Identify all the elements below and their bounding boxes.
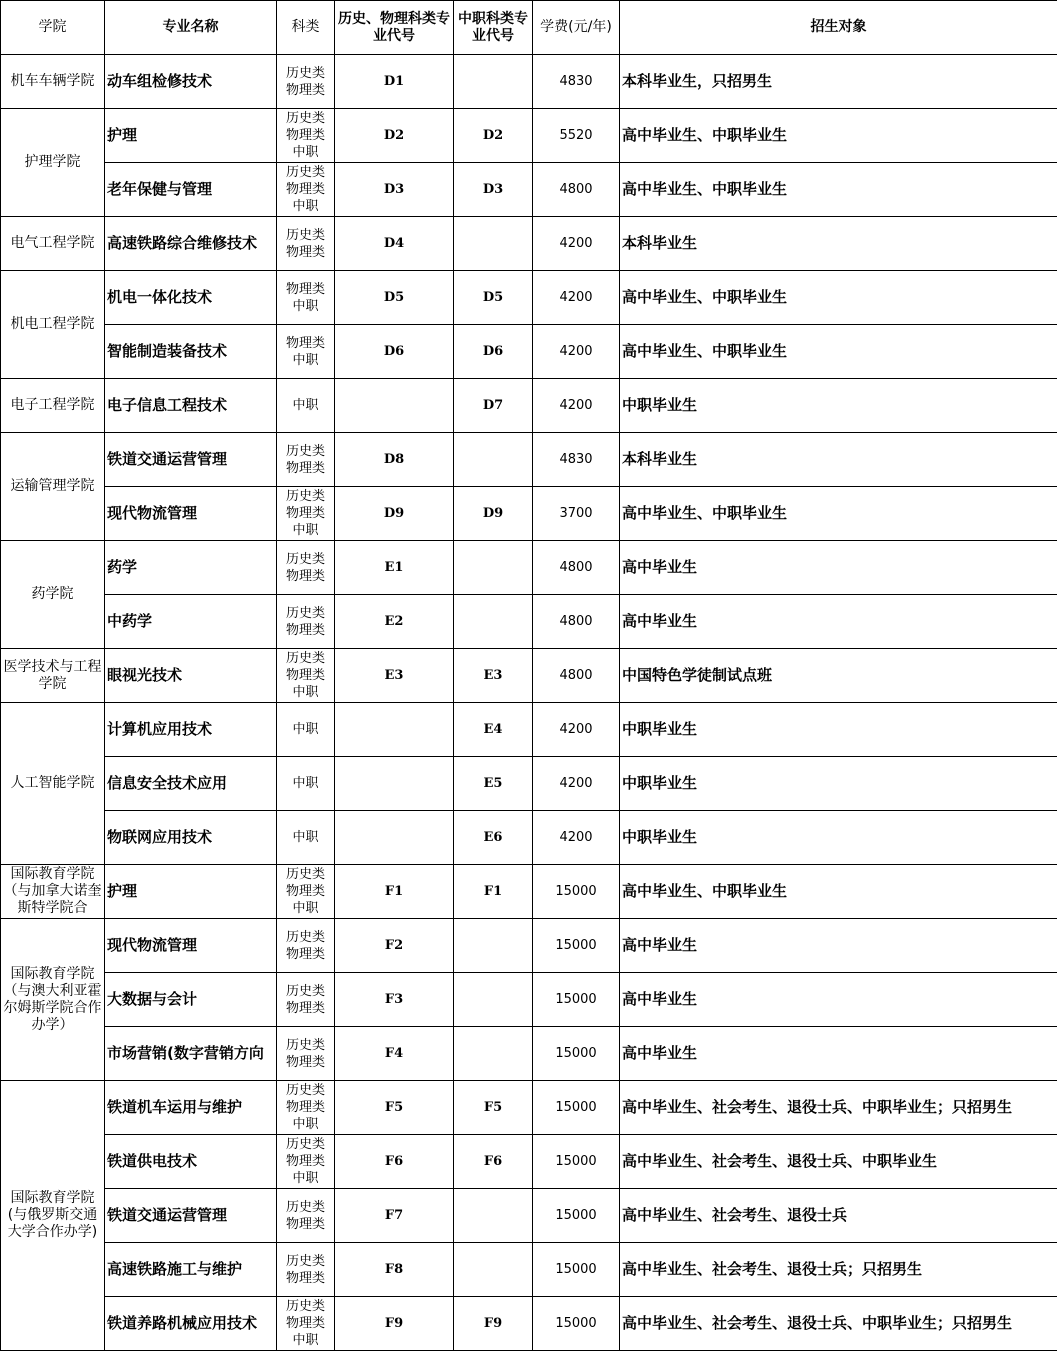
category-cell — [277, 811, 335, 865]
fee-cell: 4200 — [533, 703, 620, 757]
category-cell — [277, 271, 335, 325]
code-hp-cell: D9 — [335, 487, 454, 541]
major-cell: 动车组检修技术 — [105, 55, 277, 109]
college-cell: 机车车辆学院 — [1, 55, 105, 109]
major-cell: 现代物流管理 — [105, 919, 277, 973]
category-line: 物理类 — [285, 460, 325, 476]
target-cell: 中职毕业生 — [620, 379, 1057, 433]
fee-cell: 4800 — [533, 163, 620, 217]
table-row — [1, 1027, 1057, 1081]
college-cell: 护理学院 — [1, 109, 105, 217]
target-cell: 高中毕业生、社会考生、退役士兵 — [620, 1189, 1057, 1243]
target-cell: 高中毕业生、社会考生、退役士兵、中职毕业生 — [620, 1135, 1057, 1189]
major-cell: 铁道养路机械应用技术 — [105, 1297, 277, 1351]
major-cell: 铁道交通运营管理 — [105, 1189, 277, 1243]
target-cell: 高中毕业生 — [620, 541, 1057, 595]
fee-cell: 15000 — [533, 1297, 620, 1351]
category-cell — [277, 1135, 335, 1189]
category-line: 历史类 — [285, 1199, 325, 1215]
table-row — [1, 703, 1057, 757]
fee-cell: 4200 — [533, 379, 620, 433]
code-voc-cell — [454, 919, 533, 973]
category-line: 历史类 — [285, 111, 325, 126]
code-hp-cell: D1 — [335, 55, 454, 109]
major-cell: 电子信息工程技术 — [105, 379, 277, 433]
table-row — [1, 1189, 1057, 1243]
fee-cell: 15000 — [533, 1027, 620, 1081]
category-cell — [277, 1243, 335, 1297]
category-line: 历史类 — [285, 1037, 325, 1053]
code-hp-cell: F7 — [335, 1189, 454, 1243]
category-line: 物理类 — [285, 82, 325, 98]
table-row — [1, 379, 1057, 433]
fee-cell: 4200 — [533, 325, 620, 379]
code-voc-cell — [454, 433, 533, 487]
category-line: 历史类 — [285, 443, 325, 459]
table-row — [1, 1135, 1057, 1189]
table-row — [1, 1297, 1057, 1351]
major-cell: 市场营销(数字营销方向 — [105, 1027, 277, 1081]
table-row — [1, 1081, 1057, 1135]
code-hp-cell: E2 — [335, 595, 454, 649]
category-line: 物理类 — [285, 182, 325, 197]
fee-cell: 15000 — [533, 1243, 620, 1297]
college-cell: 国际教育学院(与俄罗斯交通大学合作办学) — [1, 1081, 105, 1351]
major-cell: 眼视光技术 — [105, 649, 277, 703]
category-cell — [277, 865, 335, 919]
table-row — [1, 757, 1057, 811]
code-voc-cell: E6 — [454, 811, 533, 865]
category-line: 中职 — [292, 145, 319, 160]
code-hp-cell: D6 — [335, 325, 454, 379]
major-cell: 现代物流管理 — [105, 487, 277, 541]
code-voc-cell: E5 — [454, 757, 533, 811]
code-hp-cell: E3 — [335, 649, 454, 703]
target-cell: 高中毕业生 — [620, 919, 1057, 973]
category-cell — [277, 703, 335, 757]
category-line: 历史类 — [285, 929, 325, 945]
category-cell — [277, 649, 335, 703]
category-line: 历史类 — [285, 1137, 325, 1152]
category-line: 物理类 — [285, 568, 325, 584]
code-hp-cell: F3 — [335, 973, 454, 1027]
category-line: 中职 — [292, 1333, 319, 1348]
category-line: 历史类 — [285, 651, 325, 666]
category-cell — [277, 919, 335, 973]
category-cell — [277, 757, 335, 811]
category-line: 物理类 — [285, 128, 325, 143]
code-voc-cell — [454, 217, 533, 271]
code-hp-cell: F8 — [335, 1243, 454, 1297]
code-voc-cell: D5 — [454, 271, 533, 325]
college-cell: 国际教育学院（与澳大利亚霍尔姆斯学院合作办学） — [1, 919, 105, 1081]
major-cell: 信息安全技术应用 — [105, 757, 277, 811]
header-college: 学院 — [1, 1, 105, 55]
code-hp-cell: E1 — [335, 541, 454, 595]
table-row — [1, 109, 1057, 163]
header-fee: 学费(元/年) — [533, 1, 620, 55]
target-cell: 高中毕业生、中职毕业生 — [620, 325, 1057, 379]
major-cell: 铁道机车运用与维护 — [105, 1081, 277, 1135]
target-cell: 高中毕业生、中职毕业生 — [620, 865, 1057, 919]
code-voc-cell: F1 — [454, 865, 533, 919]
major-cell: 护理 — [105, 865, 277, 919]
college-cell: 机电工程学院 — [1, 271, 105, 379]
target-cell: 中职毕业生 — [620, 703, 1057, 757]
college-cell: 国际教育学院（与加拿大诺奎斯特学院合 — [1, 865, 105, 919]
table-row — [1, 1243, 1057, 1297]
code-hp-cell: D8 — [335, 433, 454, 487]
target-cell: 高中毕业生、社会考生、退役士兵、中职毕业生；只招男生 — [620, 1081, 1057, 1135]
code-hp-cell: F9 — [335, 1297, 454, 1351]
college-cell: 医学技术与工程学院 — [1, 649, 105, 703]
code-voc-cell — [454, 55, 533, 109]
category-cell — [277, 163, 335, 217]
table-row — [1, 271, 1057, 325]
code-voc-cell: E4 — [454, 703, 533, 757]
category-line: 物理类 — [285, 1270, 325, 1286]
target-cell: 高中毕业生 — [620, 973, 1057, 1027]
code-voc-cell: D6 — [454, 325, 533, 379]
code-voc-cell — [454, 541, 533, 595]
code-hp-cell: F2 — [335, 919, 454, 973]
fee-cell: 4800 — [533, 649, 620, 703]
category-line: 历史类 — [285, 165, 325, 180]
target-cell: 中职毕业生 — [620, 757, 1057, 811]
target-cell: 高中毕业生、中职毕业生 — [620, 109, 1057, 163]
target-cell: 高中毕业生、中职毕业生 — [620, 271, 1057, 325]
code-voc-cell: E3 — [454, 649, 533, 703]
target-cell: 高中毕业生、社会考生、退役士兵、中职毕业生；只招男生 — [620, 1297, 1057, 1351]
target-cell: 高中毕业生、社会考生、退役士兵；只招男生 — [620, 1243, 1057, 1297]
code-voc-cell — [454, 973, 533, 1027]
category-cell — [277, 1081, 335, 1135]
category-cell — [277, 55, 335, 109]
category-line: 物理类 — [285, 622, 325, 638]
major-cell: 计算机应用技术 — [105, 703, 277, 757]
category-line: 中职 — [292, 1171, 319, 1186]
category-line: 物理类 — [285, 668, 325, 683]
fee-cell: 15000 — [533, 1189, 620, 1243]
table-row — [1, 973, 1057, 1027]
fee-cell: 4830 — [533, 433, 620, 487]
category-line: 物理类 — [285, 1154, 325, 1169]
target-cell: 高中毕业生、中职毕业生 — [620, 163, 1057, 217]
target-cell: 高中毕业生 — [620, 1027, 1057, 1081]
category-line: 中职 — [292, 685, 319, 700]
code-voc-cell — [454, 1243, 533, 1297]
category-cell — [277, 1297, 335, 1351]
category-line: 物理类 — [285, 244, 325, 260]
major-cell: 高速铁路综合维修技术 — [105, 217, 277, 271]
fee-cell: 4200 — [533, 271, 620, 325]
category-line: 物理类 — [285, 884, 325, 899]
code-voc-cell — [454, 1027, 533, 1081]
code-hp-cell — [335, 811, 454, 865]
major-cell: 铁道供电技术 — [105, 1135, 277, 1189]
category-line: 历史类 — [285, 1253, 325, 1269]
code-voc-cell: F5 — [454, 1081, 533, 1135]
fee-cell: 4800 — [533, 595, 620, 649]
table-row — [1, 487, 1057, 541]
target-cell: 本科毕业生，只招男生 — [620, 55, 1057, 109]
table-row — [1, 433, 1057, 487]
category-line: 历史类 — [285, 1299, 325, 1314]
category-cell — [277, 379, 335, 433]
major-cell: 物联网应用技术 — [105, 811, 277, 865]
category-line: 物理类 — [285, 1100, 325, 1115]
major-cell: 老年保健与管理 — [105, 163, 277, 217]
fee-cell: 3700 — [533, 487, 620, 541]
category-cell — [277, 973, 335, 1027]
fee-cell: 4200 — [533, 217, 620, 271]
major-cell: 高速铁路施工与维护 — [105, 1243, 277, 1297]
code-hp-cell: F1 — [335, 865, 454, 919]
code-voc-cell: D9 — [454, 487, 533, 541]
category-line: 中职 — [292, 199, 319, 214]
category-line: 历史类 — [285, 983, 325, 999]
category-line: 物理类 — [285, 1316, 325, 1331]
category-line: 中职 — [292, 722, 319, 737]
code-voc-cell: D3 — [454, 163, 533, 217]
category-line: 历史类 — [285, 605, 325, 621]
code-voc-cell: D7 — [454, 379, 533, 433]
major-cell: 大数据与会计 — [105, 973, 277, 1027]
header-code-history-physics: 历史、物理科类专业代号 — [335, 1, 454, 55]
header-row — [1, 1, 1057, 55]
fee-cell: 4830 — [533, 55, 620, 109]
table-row — [1, 217, 1057, 271]
category-line: 中职 — [292, 352, 319, 368]
category-line: 中职 — [292, 298, 319, 314]
table-row — [1, 649, 1057, 703]
college-cell: 人工智能学院 — [1, 703, 105, 865]
target-cell: 中职毕业生 — [620, 811, 1057, 865]
code-hp-cell: F6 — [335, 1135, 454, 1189]
header-target: 招生对象 — [620, 1, 1057, 55]
category-line: 物理类 — [285, 281, 325, 297]
code-hp-cell: F5 — [335, 1081, 454, 1135]
header-category: 科类 — [277, 1, 335, 55]
code-hp-cell — [335, 757, 454, 811]
code-voc-cell — [454, 595, 533, 649]
major-cell: 铁道交通运营管理 — [105, 433, 277, 487]
category-cell — [277, 487, 335, 541]
fee-cell: 5520 — [533, 109, 620, 163]
category-line: 历史类 — [285, 1083, 325, 1098]
category-line: 历史类 — [285, 551, 325, 567]
category-line: 中职 — [292, 776, 319, 791]
category-line: 历史类 — [285, 65, 325, 81]
code-hp-cell — [335, 379, 454, 433]
table-row — [1, 55, 1057, 109]
major-cell: 中药学 — [105, 595, 277, 649]
fee-cell: 4800 — [533, 541, 620, 595]
fee-cell: 15000 — [533, 919, 620, 973]
category-line: 中职 — [292, 901, 319, 916]
code-voc-cell — [454, 1189, 533, 1243]
code-hp-cell: D3 — [335, 163, 454, 217]
fee-cell: 15000 — [533, 1081, 620, 1135]
category-line: 物理类 — [285, 1216, 325, 1232]
category-cell — [277, 109, 335, 163]
target-cell: 本科毕业生 — [620, 433, 1057, 487]
fee-cell: 15000 — [533, 973, 620, 1027]
fee-cell: 15000 — [533, 1135, 620, 1189]
category-cell — [277, 595, 335, 649]
category-line: 中职 — [292, 523, 319, 538]
header-major: 专业名称 — [105, 1, 277, 55]
target-cell: 中国特色学徒制试点班 — [620, 649, 1057, 703]
category-cell — [277, 325, 335, 379]
table-row — [1, 865, 1057, 919]
category-line: 历史类 — [285, 867, 325, 882]
fee-cell: 4200 — [533, 811, 620, 865]
major-cell: 护理 — [105, 109, 277, 163]
table-row — [1, 541, 1057, 595]
college-cell: 运输管理学院 — [1, 433, 105, 541]
category-cell — [277, 1027, 335, 1081]
major-cell: 药学 — [105, 541, 277, 595]
category-line: 物理类 — [285, 1054, 325, 1070]
category-line: 物理类 — [285, 946, 325, 962]
college-cell: 电子工程学院 — [1, 379, 105, 433]
category-cell — [277, 217, 335, 271]
table-row — [1, 325, 1057, 379]
fee-cell: 15000 — [533, 865, 620, 919]
target-cell: 高中毕业生、中职毕业生 — [620, 487, 1057, 541]
category-line: 物理类 — [285, 335, 325, 351]
category-cell — [277, 541, 335, 595]
category-line: 历史类 — [285, 489, 325, 504]
category-line: 物理类 — [285, 1000, 325, 1016]
target-cell: 本科毕业生 — [620, 217, 1057, 271]
category-cell — [277, 433, 335, 487]
category-line: 中职 — [292, 830, 319, 845]
college-cell: 电气工程学院 — [1, 217, 105, 271]
code-hp-cell: D2 — [335, 109, 454, 163]
table-row — [1, 919, 1057, 973]
table-row — [1, 595, 1057, 649]
category-line: 物理类 — [285, 506, 325, 521]
code-hp-cell: D4 — [335, 217, 454, 271]
major-cell: 机电一体化技术 — [105, 271, 277, 325]
code-hp-cell — [335, 703, 454, 757]
category-line: 中职 — [292, 1117, 319, 1132]
table-row — [1, 811, 1057, 865]
category-line: 中职 — [292, 398, 319, 413]
header-code-vocational: 中职科类专业代号 — [454, 1, 533, 55]
code-voc-cell: F6 — [454, 1135, 533, 1189]
code-hp-cell: D5 — [335, 271, 454, 325]
category-line: 历史类 — [285, 227, 325, 243]
code-hp-cell: F4 — [335, 1027, 454, 1081]
table-row — [1, 163, 1057, 217]
code-voc-cell: F9 — [454, 1297, 533, 1351]
major-cell: 智能制造装备技术 — [105, 325, 277, 379]
fee-cell: 4200 — [533, 757, 620, 811]
target-cell: 高中毕业生 — [620, 595, 1057, 649]
college-cell: 药学院 — [1, 541, 105, 649]
code-voc-cell: D2 — [454, 109, 533, 163]
category-cell — [277, 1189, 335, 1243]
